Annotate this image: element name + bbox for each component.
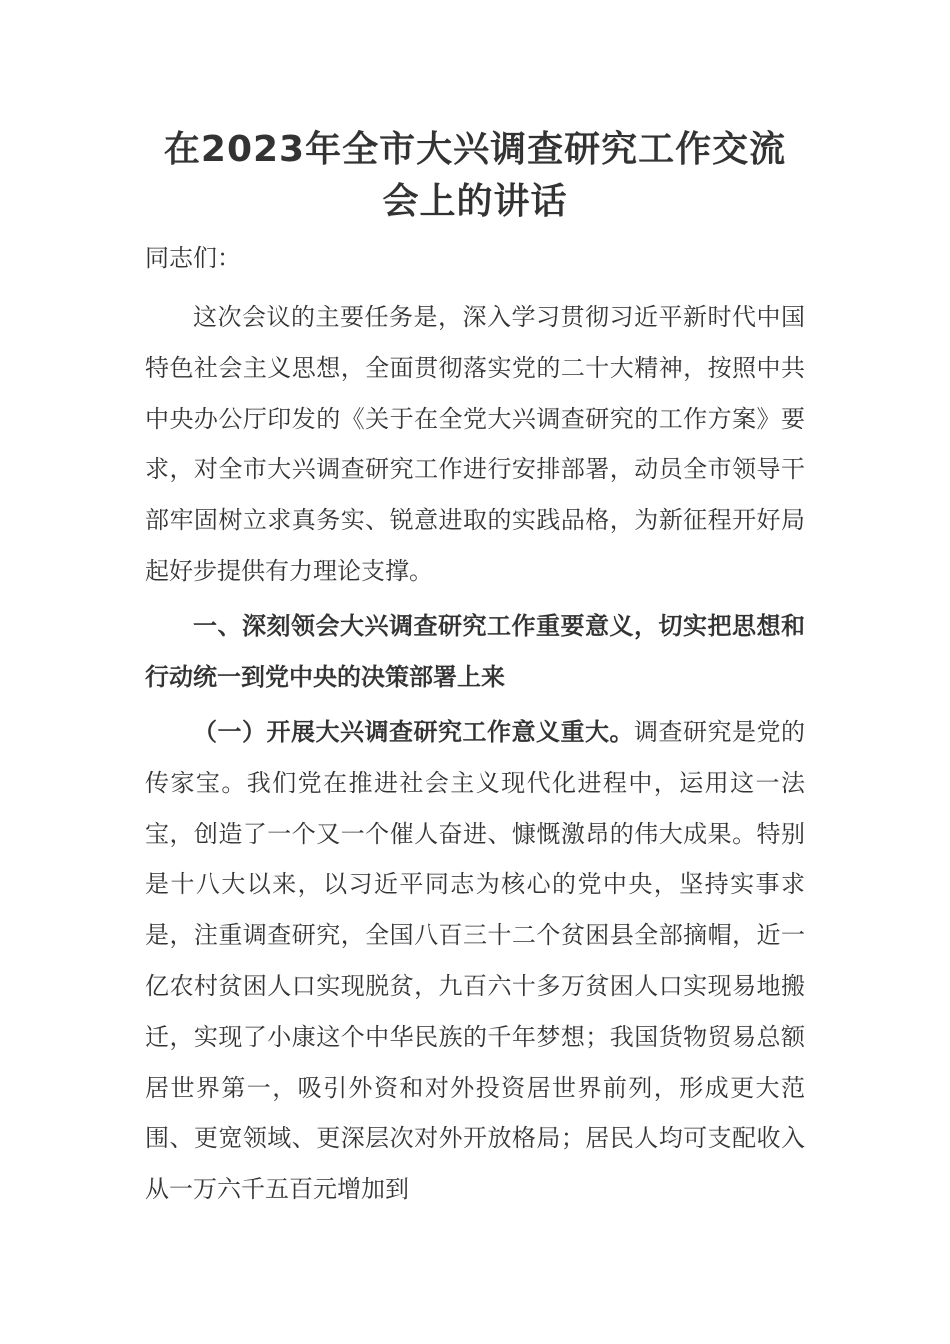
paragraph-section-1-1: [145, 707, 805, 1215]
page-title: [145, 124, 805, 228]
salutation: 同志们：: [145, 244, 241, 272]
title-line-2: 会上的讲话: [382, 181, 568, 222]
section-heading-1: 一、深刻领会大兴调查研究工作重要意义，切实把思想和行动统一到党中央的决策部署上来: [145, 612, 805, 691]
subsection-heading-1-1: （一）开展大兴调查研究工作意义重大。: [193, 718, 634, 746]
title-line-1: 在2023年全市大兴调查研究工作交流: [163, 129, 787, 170]
paragraph-intro: 这次会议的主要任务是，深入学习贯彻习近平新时代中国特色社会主义思想，全面贯彻落实党的二十大精神，按照中共中央办公厅印发的《关于在全党大兴调查研究的工作方案》要求，对全市大兴调查研究工作进行安排部署，动员全市领导干部牢固树立求真务实、锐意进取的实践品格，为新征程开好局起好步提供有力理论支撑。: [145, 303, 805, 585]
paragraph-body: 调查研究是党的传家宝。我们党在推进社会主义现代化进程中，运用这一法宝，创造了一个又一个催人奋进、慷慨激昂的伟大成果。特别是十八大以来，以习近平同志为核心的党中央，坚持实事求是，注重调查研究，全国八百三十二个贫困县全部摘帽，近一亿农村贫困人口实现脱贫，九百六十多万贫困人口实现易地搬迁，实现了小康这个中华民族的千年梦想；我国货物贸易总额居世界第一，吸引外资和对外投资居世界前列，形成更大范围、更宽领域、更深层次对外开放格局；居民人均可支配收入从一万六千五百元增加到: [145, 718, 805, 1204]
